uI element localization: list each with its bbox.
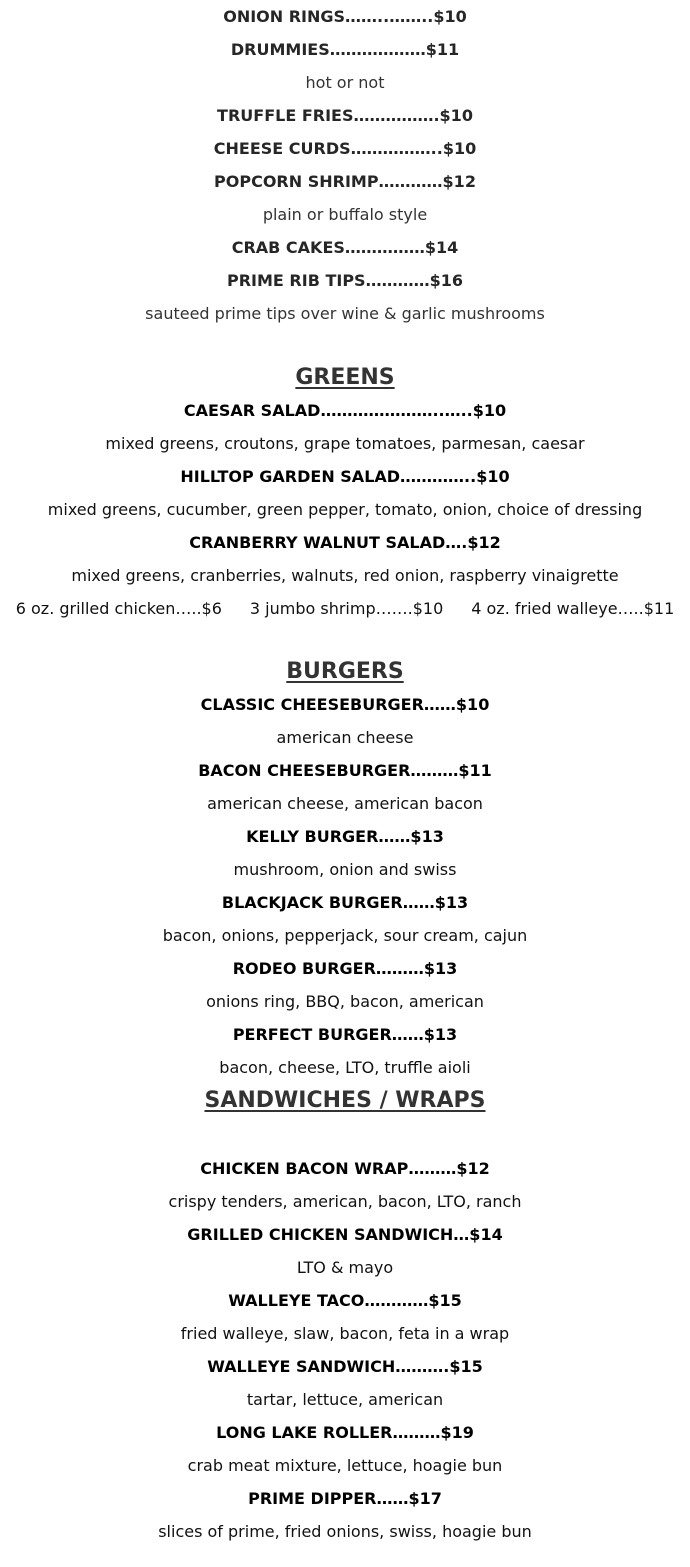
menu-item-name: CLASSIC CHEESEBURGER……$10 — [200, 695, 490, 714]
section-spacer — [0, 330, 690, 361]
addon-option: 4 oz. fried walleye…..$11 — [471, 599, 675, 618]
salad-addons-row — [0, 592, 690, 625]
menu-item-name: DRUMMIES………………$11 — [230, 40, 460, 59]
menu-item-name: POPCORN SHRIMP…………$12 — [214, 172, 476, 191]
menu-item-description: plain or buffalo style — [262, 205, 428, 224]
section-heading-greens: GREENS — [295, 365, 395, 390]
menu-item-name: CAESAR SALAD…………………..…..$10 — [183, 401, 507, 420]
menu-item-description: fried walleye, slaw, bacon, feta in a wrap — [180, 1324, 510, 1343]
section-spacer — [0, 1117, 690, 1152]
menu-item-description: american cheese — [276, 728, 414, 747]
burgers-section — [0, 655, 690, 1084]
addon-option: 3 jumbo shrimp…….$10 — [249, 599, 444, 618]
section-spacer — [0, 625, 690, 655]
menu-item-description: hot or not — [305, 73, 385, 92]
menu-item-name: HILLTOP GARDEN SALAD…………..$10 — [180, 467, 510, 486]
menu-item-name: PRIME RIB TIPS…………$16 — [227, 271, 463, 290]
menu-item-name: CHICKEN BACON WRAP………$12 — [200, 1159, 490, 1178]
menu-item-name: CHEESE CURDS……………..$10 — [213, 139, 477, 158]
menu-item-name: BLACKJACK BURGER……$13 — [221, 893, 469, 912]
menu-item-description: bacon, cheese, LTO, truffle aioli — [219, 1058, 471, 1077]
menu-item-name: WALLEYE TACO…………$15 — [228, 1291, 462, 1310]
menu-item-name: CRAB CAKES……………$14 — [231, 238, 459, 257]
menu-item-description: LTO & mayo — [296, 1258, 394, 1277]
menu-item-description: mushroom, onion and swiss — [233, 860, 457, 879]
menu-item-name: BACON CHEESEBURGER………$11 — [198, 761, 492, 780]
menu-item-name: TRUFFLE FRIES…………….$10 — [217, 106, 473, 125]
addon-option: 6 oz. grilled chicken…..$6 — [15, 599, 222, 618]
menu-item-description: mixed greens, croutons, grape tomatoes, parmesan, caesar — [105, 434, 585, 453]
menu-item-name: CRANBERRY WALNUT SALAD….$12 — [189, 533, 501, 552]
menu-item-name: RODEO BURGER………$13 — [232, 959, 458, 978]
menu-item-name: ONION RINGS……..……..$10 — [223, 7, 467, 26]
menu-item-description: slices of prime, fried onions, swiss, hoagie bun — [158, 1522, 532, 1541]
section-heading-sandwiches: SANDWICHES / WRAPS — [204, 1088, 486, 1113]
menu-item-description: crispy tenders, american, bacon, LTO, ranch — [168, 1192, 522, 1211]
menu-item-description: mixed greens, cucumber, green pepper, tomato, onion, choice of dressing — [47, 500, 643, 519]
menu-item-description: mixed greens, cranberries, walnuts, red onion, raspberry vinaigrette — [71, 566, 619, 585]
menu-item-description: american cheese, american bacon — [207, 794, 483, 813]
sandwiches-section — [0, 1084, 690, 1548]
menu-item-description: tartar, lettuce, american — [246, 1390, 444, 1409]
section-heading-burgers: BURGERS — [286, 659, 404, 684]
menu-item-name: GRILLED CHICKEN SANDWICH…$14 — [187, 1225, 503, 1244]
menu-item-name: KELLY BURGER……$13 — [246, 827, 444, 846]
menu-item-description: sauteed prime tips over wine & garlic mushrooms — [145, 304, 545, 323]
menu-item-name: LONG LAKE ROLLER………$19 — [216, 1423, 474, 1442]
menu-item-description: onions ring, BBQ, bacon, american — [206, 992, 484, 1011]
appetizers-section — [0, 0, 690, 330]
menu-item-name: PRIME DIPPER……$17 — [248, 1489, 442, 1508]
menu-item-name: PERFECT BURGER……$13 — [232, 1025, 458, 1044]
greens-section — [0, 361, 690, 625]
menu-item-description: crab meat mixture, lettuce, hoagie bun — [187, 1456, 503, 1475]
menu-item-name: WALLEYE SANDWICH……….$15 — [207, 1357, 483, 1376]
menu-item-description: bacon, onions, pepperjack, sour cream, cajun — [162, 926, 528, 945]
